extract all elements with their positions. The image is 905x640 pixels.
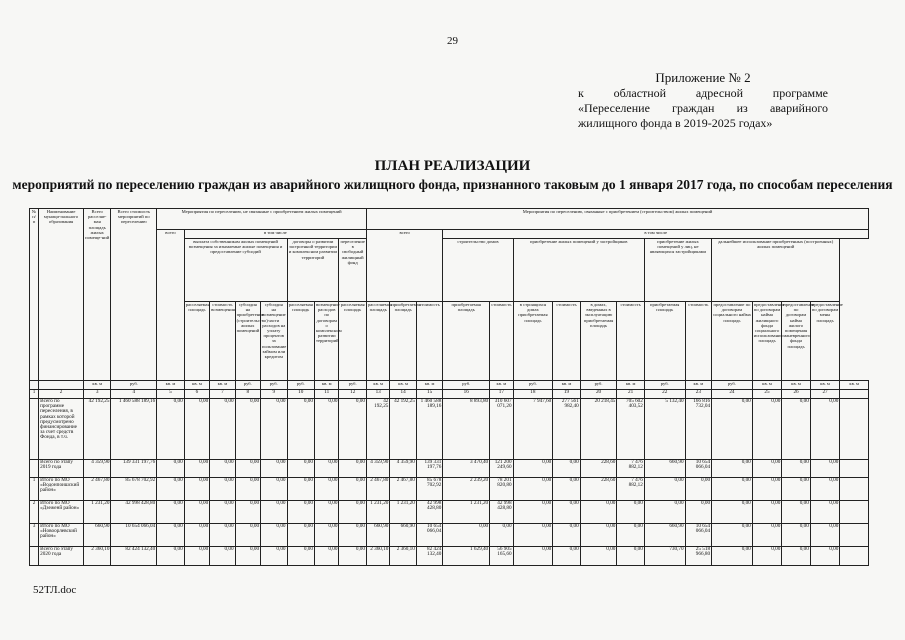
table-cell: 0,00 <box>443 524 490 547</box>
table-row <box>30 399 869 460</box>
th-dev-area: расселяемая площадь <box>287 302 314 381</box>
table-cell: 0,00 <box>184 524 209 547</box>
table-cell: 8 893,80 <box>443 399 490 460</box>
header-row-1 <box>30 209 869 230</box>
appendix-line: к областной адресной программе <box>578 86 828 100</box>
th-g2-further-use: дальнейшее использование приобретенных (построенных) жилых помещений <box>712 239 840 302</box>
table-cell: 0,00 <box>339 547 367 566</box>
table-cell: 0,00 <box>513 547 553 566</box>
row-label: Всего по этапу 2020 года <box>39 547 84 566</box>
th-dev-cost: возмещение расходов по договорам о комплексном развитии территорий <box>314 302 338 381</box>
table-cell: 0,00 <box>287 460 314 478</box>
unit-cell: кв. м <box>490 381 513 390</box>
table-cell <box>840 501 869 524</box>
unit-cell: руб. <box>712 381 753 390</box>
table-cell <box>840 399 869 460</box>
table-cell: 7 476 882,12 <box>617 460 644 478</box>
unit-cell: кв. м <box>366 381 389 390</box>
th-use-maneuver-area: площадь <box>787 343 805 349</box>
table-cell: 0,00 <box>752 501 782 524</box>
table-cell: 0,00 <box>782 460 811 478</box>
table-cell: 10 654 066,04 <box>685 524 711 547</box>
table-row <box>30 478 869 501</box>
table-cell: 660,90 <box>644 524 685 547</box>
table-cell: 730,70 <box>644 547 685 566</box>
table-cell: 0,00 <box>553 547 580 566</box>
th-use-social-fund-area: площадь <box>758 338 776 344</box>
th-g1-total: всего <box>157 230 184 381</box>
th-use-exchange <box>810 302 843 381</box>
th-use-social <box>712 302 753 381</box>
unit-cell: кв. м <box>617 381 644 390</box>
th-paid-area: расселяемая площадь <box>184 302 209 381</box>
appendix-line: жилищного фонда в 2019-2025 годах» <box>578 116 773 130</box>
column-number-cell: 27 <box>810 390 840 399</box>
th-g2-acq-area: приобретаемая площадь <box>390 302 416 381</box>
column-number-cell: 4 <box>111 390 157 399</box>
table-cell: 1 231,20 <box>366 501 389 524</box>
table-cell: 10 654 066,04 <box>416 524 442 547</box>
table-cell: 0,00 <box>810 501 840 524</box>
th-acq-b-area <box>580 302 617 381</box>
table-cell: 0,00 <box>553 501 580 524</box>
th-group-acquisition: Мероприятия по переселению, связанные с приобретением (строительством) жилых помещений <box>366 209 868 230</box>
table-cell: 0,00 <box>513 501 553 524</box>
th-use-exchange-area: площадь <box>816 317 834 323</box>
unit-cell: руб. <box>287 381 314 390</box>
row-number <box>30 547 39 566</box>
table-cell: 0,00 <box>513 478 553 501</box>
table-cell: 4 359,90 <box>366 460 389 478</box>
appendix-title: Приложение № 2 <box>655 70 751 85</box>
table-cell: 7 476 882,12 <box>617 478 644 501</box>
table-cell: 0,00 <box>314 501 338 524</box>
table-cell: 0,00 <box>810 399 840 460</box>
th-g2-build: строительство домов <box>443 239 513 302</box>
th-use-social-label: предоставление по договорам социального найма <box>713 302 751 318</box>
table-cell: 166 816 732,04 <box>685 399 711 460</box>
table-cell: 0,00 <box>712 478 753 501</box>
table-cell: 0,00 <box>235 547 260 566</box>
table-cell: 0,00 <box>157 478 184 501</box>
table-cell: 0,00 <box>339 524 367 547</box>
table-cell: 0,00 <box>580 524 617 547</box>
unit-cell: кв. м <box>752 381 782 390</box>
table-cell: 2 467,80 <box>366 478 389 501</box>
table-cell: 0,00 <box>810 547 840 566</box>
th-g1-development: договоры о развитии застроенной территории и комплексном развитии территорий <box>287 239 339 302</box>
th-g2-cost: стоимость <box>416 302 442 381</box>
table-cell: 1 460 588 189,16 <box>416 399 442 460</box>
table-cell: 10 654 066,04 <box>685 460 711 478</box>
th-free-area: расселяемая площадь <box>339 302 367 381</box>
th-acq-a-area-label: приобретаемая площадь <box>518 312 548 323</box>
table-cell: 660,90 <box>366 524 389 547</box>
table-cell: 0,00 <box>210 501 235 524</box>
table-cell: 0,00 <box>712 399 753 460</box>
column-number-cell: 5 <box>157 390 184 399</box>
column-number-cell: 6 <box>184 390 209 399</box>
table-cell: 0,00 <box>287 478 314 501</box>
column-number-cell: 17 <box>490 390 513 399</box>
column-number-cell: 8 <box>235 390 260 399</box>
table-cell: 0,00 <box>157 460 184 478</box>
plan-subtitle: мероприятий по переселению граждан из аварийного жилищного фонда, признанного таковым до 1 января 2017 года, по способам переселения <box>12 177 893 192</box>
row-number <box>30 460 39 478</box>
th-build-area: приобретаемая площадь <box>443 302 490 381</box>
unit-cell: кв. м <box>157 381 184 390</box>
table-cell: 1 231,20 <box>83 501 110 524</box>
table-cell: 0,00 <box>184 547 209 566</box>
table-cell: 0,00 <box>314 478 338 501</box>
table-cell: 5 132,40 <box>644 399 685 460</box>
table-cell: 0,00 <box>235 399 260 460</box>
unit-cell: кв. м <box>810 381 840 390</box>
table-row <box>30 524 869 547</box>
table-cell: 139 331 197,76 <box>416 460 442 478</box>
appendix-block <box>578 70 828 131</box>
table-cell: 0,00 <box>712 460 753 478</box>
column-number-cell: 16 <box>443 390 490 399</box>
table-cell: 0,00 <box>712 501 753 524</box>
table-cell: 0,00 <box>261 547 287 566</box>
unit-cell: кв. м <box>184 381 209 390</box>
table-cell: 0,00 <box>261 399 287 460</box>
table-cell: 7 947,60 <box>513 399 553 460</box>
th-other-cost: стоимость <box>685 302 711 381</box>
th-g2-including: в том числе <box>443 230 869 239</box>
table-cell: 0,00 <box>287 524 314 547</box>
column-number-cell: 11 <box>314 390 338 399</box>
table-cell: 0,00 <box>644 478 685 501</box>
row-label: Итого по МО «Водонпоишский район» <box>39 478 84 501</box>
table-cell: 0,00 <box>553 460 580 478</box>
table-cell: 0,00 <box>644 501 685 524</box>
table-cell: 310 607 071,20 <box>490 399 513 460</box>
th-use-maneuver <box>782 302 815 381</box>
table-cell: 0,00 <box>261 460 287 478</box>
table-cell: 121 200 249,60 <box>490 460 513 478</box>
plan-table-wrapper <box>29 208 869 580</box>
table-cell: 0,00 <box>184 501 209 524</box>
table-cell: 277 561 982,40 <box>553 399 580 460</box>
row-label: Всего по программе переселения, в рамках которой предусмотрено финансирование за счет средств Фонда, в т.ч. <box>39 399 84 460</box>
table-cell: 0,00 <box>339 460 367 478</box>
table-cell: 0,00 <box>184 399 209 460</box>
table-cell: 705 602 403,52 <box>617 399 644 460</box>
th-build-cost: стоимость <box>490 302 513 381</box>
column-number-cell: 26 <box>782 390 811 399</box>
th-g1-including: в том числе <box>184 230 366 239</box>
table-cell: 0,00 <box>752 399 782 460</box>
column-number-cell: 18 <box>513 390 553 399</box>
table-cell: 0,00 <box>210 547 235 566</box>
table-cell: 0,00 <box>157 524 184 547</box>
column-number-cell: 2 <box>39 390 84 399</box>
table-cell: 0,00 <box>782 524 811 547</box>
table-cell: 4 359,90 <box>83 460 110 478</box>
table-cell: 0,00 <box>261 501 287 524</box>
table-cell: 0,00 <box>287 399 314 460</box>
unit-cell: руб. <box>111 381 157 390</box>
table-cell: 0,00 <box>339 501 367 524</box>
table-cell: 0,00 <box>553 524 580 547</box>
table-cell: 0,00 <box>782 399 811 460</box>
table-cell: 78 201 820,80 <box>490 478 513 501</box>
table-cell: 1 231,20 <box>443 501 490 524</box>
th-group-no-acquisition: Мероприятия по переселению, не связанные с приобретением жилых помещений <box>157 209 367 230</box>
unit-cell: кв. м <box>390 381 416 390</box>
table-cell: 0,00 <box>810 524 840 547</box>
table-cell: 2 467,80 <box>83 478 110 501</box>
table-cell: 42 192,25 <box>366 399 389 460</box>
unit-cell: кв. м <box>553 381 580 390</box>
th-other-area: приобретаемая площадь <box>644 302 685 381</box>
table-cell: 0,00 <box>210 460 235 478</box>
table-cell: 2 239,20 <box>443 478 490 501</box>
th-acq-a-area <box>513 302 553 381</box>
table-cell: 85 678 702,92 <box>416 478 442 501</box>
column-number-cell: 12 <box>339 390 367 399</box>
unit-cell: кв. м <box>840 381 869 390</box>
table-cell: 0,00 <box>235 524 260 547</box>
th-municipality: Наименование муници-пального образования <box>39 209 84 381</box>
th-acq-b-cost: стоимость <box>617 302 644 381</box>
plan-title: ПЛАН РЕАЛИЗАЦИИ <box>374 158 531 174</box>
table-cell: 0,00 <box>235 501 260 524</box>
row-label: Всего по этапу 2019 года <box>39 460 84 478</box>
unit-cell: кв. м <box>685 381 711 390</box>
table-cell: 0,00 <box>782 501 811 524</box>
th-use-maneuver-label: предоставление по договорам найма жилого помещения маневренного фонда <box>783 302 815 344</box>
unit-cell: кв. м <box>83 381 110 390</box>
table-cell: 0,00 <box>210 478 235 501</box>
unit-cell: руб. <box>580 381 617 390</box>
table-cell: 2 467,80 <box>390 478 416 501</box>
th-g2-acquire-developer: приобретение жилых помещений у застройщиков <box>513 239 644 302</box>
table-cell: 0,00 <box>287 547 314 566</box>
table-cell: 0,00 <box>261 478 287 501</box>
row-number: 2 <box>30 501 39 524</box>
th-g2-total: всего <box>366 230 442 302</box>
column-number-cell: 9 <box>261 390 287 399</box>
th-g2-acquire-other: приобретение жилых помещений у лиц, не являющихся застройщиками <box>644 239 711 302</box>
table-body <box>30 399 869 566</box>
unit-cell: руб. <box>261 381 287 390</box>
unit-cell: кв. м <box>314 381 338 390</box>
th-use-social-fund <box>752 302 785 381</box>
table-cell: 0,00 <box>490 524 513 547</box>
column-number-cell: 23 <box>685 390 711 399</box>
table-cell: 42 998 428,80 <box>416 501 442 524</box>
table-row <box>30 547 869 566</box>
column-number-cell: 7 <box>210 390 235 399</box>
th-use-exchange-label: предоставление по договорам мены <box>811 302 843 318</box>
table-cell: 0,00 <box>712 524 753 547</box>
table-cell: 0,00 <box>261 524 287 547</box>
table-row <box>30 460 869 478</box>
table-cell: 0,00 <box>287 501 314 524</box>
th-subsidy: субсидия на приобретение (строительство) жилых помещений <box>235 302 260 381</box>
table-row <box>30 501 869 524</box>
table-cell: 0,00 <box>314 524 338 547</box>
appendix-line: «Переселение граждан из аварийного <box>578 101 828 115</box>
table-cell: 0,00 <box>752 478 782 501</box>
row-number: 1 <box>30 478 39 501</box>
table-cell <box>840 460 869 478</box>
table-cell: 0,00 <box>712 547 753 566</box>
table-cell: 660,90 <box>390 524 416 547</box>
table-cell <box>840 547 869 566</box>
plan-table <box>29 208 869 566</box>
table-cell: 0,00 <box>210 524 235 547</box>
table-cell: 0,00 <box>810 460 840 478</box>
table-cell: 228,60 <box>580 478 617 501</box>
column-number-cell: 14 <box>390 390 416 399</box>
th-use-social-fund-label: предоставление по договорам найма жилищного фонда социального использования <box>753 302 785 339</box>
unit-cell: руб. <box>235 381 260 390</box>
table-cell <box>840 524 869 547</box>
th-total-cost: Всего стоимость мероприятий по переселению <box>111 209 157 381</box>
table-cell: 2 360,10 <box>83 547 110 566</box>
table-cell: 0,00 <box>553 478 580 501</box>
table-cell: 82 424 132,40 <box>416 547 442 566</box>
table-cell: 0,00 <box>210 399 235 460</box>
table-cell: 0,00 <box>184 478 209 501</box>
table-cell: 0,00 <box>782 547 811 566</box>
table-cell: 0,00 <box>314 460 338 478</box>
table-cell: 0,00 <box>752 460 782 478</box>
table-cell: 0,00 <box>314 547 338 566</box>
column-number-cell: 20 <box>580 390 617 399</box>
table-cell: 1 231,20 <box>390 501 416 524</box>
unit-cell: кв. м <box>782 381 811 390</box>
th-cost-comp: стоимость возмещения <box>210 302 235 381</box>
th-number: № п/п <box>30 209 39 381</box>
table-cell: 0,00 <box>339 478 367 501</box>
table-cell: 0,00 <box>157 501 184 524</box>
page-number: 29 <box>447 35 458 47</box>
table-cell: 3 470,40 <box>443 460 490 478</box>
column-number-cell: 21 <box>617 390 644 399</box>
th-g2-area: расселяемая площадь <box>366 302 389 381</box>
th-g1-free-fund: переселение в свободный жилищный фонд <box>339 239 367 302</box>
column-number-cell: 24 <box>712 390 753 399</box>
table-cell: 82 424 132,40 <box>111 547 157 566</box>
table-cell: 0,00 <box>314 399 338 460</box>
table-cell: 4 359,90 <box>390 460 416 478</box>
row-label: Итого по МО «Дзеженй район» <box>39 501 84 524</box>
footer-filename: 52ТЛ.doc <box>33 584 77 596</box>
table-cell: 56 905 165,60 <box>490 547 513 566</box>
table-cell: 660,90 <box>83 524 110 547</box>
table-cell: 0,00 <box>580 547 617 566</box>
th-acq-b-area-label: приобретаемая площадь <box>583 317 614 328</box>
table-cell: 0,00 <box>157 547 184 566</box>
table-cell: 0,00 <box>752 547 782 566</box>
column-number-cell: 10 <box>287 390 314 399</box>
unit-cell: руб. <box>443 381 490 390</box>
column-number-cell <box>840 390 869 399</box>
table-cell: 2 360,10 <box>390 547 416 566</box>
table-cell: 2 360,10 <box>366 547 389 566</box>
row-number: 3 <box>30 524 39 547</box>
table-cell: 0,00 <box>617 524 644 547</box>
units-row <box>30 381 869 390</box>
table-cell: 0,00 <box>580 501 617 524</box>
table-cell: 42 998 428,80 <box>490 501 513 524</box>
table-cell: 0,00 <box>617 547 644 566</box>
table-cell: 0,00 <box>685 478 711 501</box>
table-cell: 139 331 197,76 <box>111 460 157 478</box>
table-cell: 0,00 <box>685 501 711 524</box>
unit-cell: руб. <box>513 381 553 390</box>
row-label: Итого по МО «Новоорлевский район» <box>39 524 84 547</box>
column-number-cell: 3 <box>83 390 110 399</box>
row-number <box>30 399 39 460</box>
table-cell: 25 518 966,80 <box>685 547 711 566</box>
table-cell: 228,60 <box>580 460 617 478</box>
column-number-cell: 1 <box>30 390 39 399</box>
th-acq-a-cost: стоимость <box>553 302 580 381</box>
column-number-cell: 15 <box>416 390 442 399</box>
table-cell: 660,90 <box>644 460 685 478</box>
table-cell: 0,00 <box>782 478 811 501</box>
table-cell: 0,00 <box>810 478 840 501</box>
unit-cell: руб. <box>644 381 685 390</box>
table-cell: 0,00 <box>752 524 782 547</box>
table-cell: 0,00 <box>617 501 644 524</box>
table-cell: 0,00 <box>235 460 260 478</box>
table-cell: 20 218,45 <box>580 399 617 460</box>
table-cell: 42 192,25 <box>83 399 110 460</box>
unit-cell: руб. <box>339 381 367 390</box>
table-cell: 0,00 <box>184 460 209 478</box>
th-acq-a-label: в строящихся домах <box>519 302 547 313</box>
column-number-cell: 25 <box>752 390 782 399</box>
table-cell: 1 629,40 <box>443 547 490 566</box>
table-cell <box>840 478 869 501</box>
table-cell: 10 654 066,04 <box>111 524 157 547</box>
table-cell: 0,00 <box>235 478 260 501</box>
table-cell: 0,00 <box>339 399 367 460</box>
unit-cell: кв. м <box>210 381 235 390</box>
table-cell: 42 998 428,80 <box>111 501 157 524</box>
table-cell: 0,00 <box>513 460 553 478</box>
column-number-cell: 13 <box>366 390 389 399</box>
table-cell: 85 678 702,92 <box>111 478 157 501</box>
th-use-social-area: площадь <box>723 317 741 323</box>
table-cell: 0,00 <box>157 399 184 460</box>
unit-cell: кв. м <box>416 381 442 390</box>
th-g1-compensation: выплата собственникам жилых помещений возмещения за изымаемые жилые помещения и предоставление субсидий <box>184 239 287 302</box>
th-total-area: Всего расселяе-мая площадь жилых помеще-ний <box>83 209 110 381</box>
column-number-cell: 22 <box>644 390 685 399</box>
table-cell: 0,00 <box>513 524 553 547</box>
table-cell: 1 460 588 189,16 <box>111 399 157 460</box>
table-cell: 42 192,25 <box>390 399 416 460</box>
th-subsidy-interest: субсидия на возмещение части расходов на уплату процентов за пользование займом или кредитом <box>261 302 287 381</box>
th-acq-b-label: в домах, введенных в эксплуатацию <box>584 302 613 318</box>
column-number-cell: 19 <box>553 390 580 399</box>
